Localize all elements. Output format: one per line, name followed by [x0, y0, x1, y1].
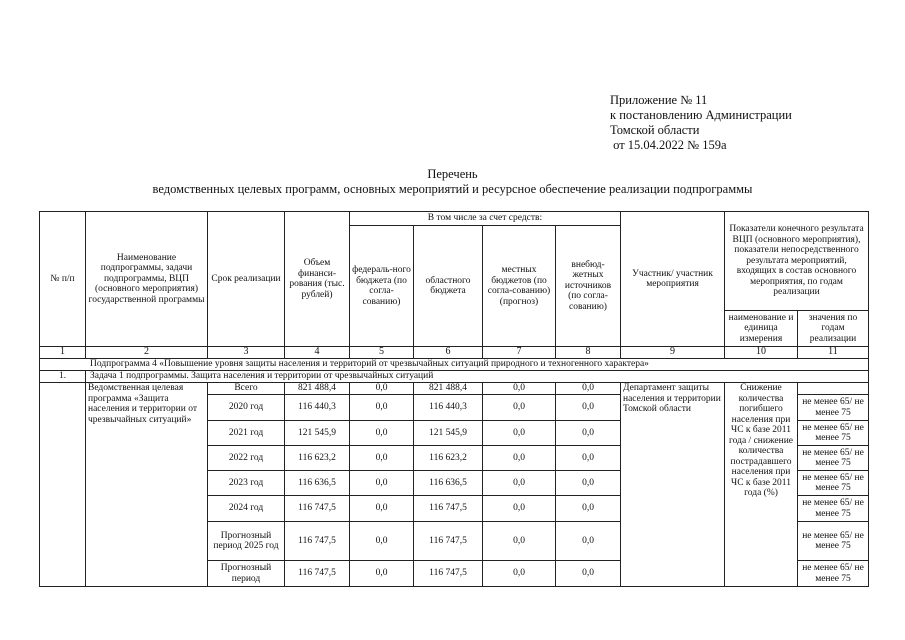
row-regional: 116 636,5: [414, 471, 483, 496]
subprogram-row: Подпрограмма 4 «Повышение уровня защиты населения и территорий от чрезвычайных ситуаций природного и техногенного характера»: [40, 359, 869, 371]
col-number: 8: [556, 347, 621, 359]
row-federal: 0,0: [350, 421, 414, 446]
row-value: не менее 65/ не менее 75: [798, 395, 869, 421]
row-extra: 0,0: [556, 395, 621, 421]
row-extra: 0,0: [556, 383, 621, 395]
indicator-name: Снижение количества погибшего населения при ЧС к базе 2011 года / снижение количества пострадавшего населения при ЧС к базе 2011 года (%): [725, 383, 798, 587]
row-federal: 0,0: [350, 496, 414, 522]
row-local: 0,0: [483, 522, 556, 561]
row-value: [798, 383, 869, 395]
row-local: 0,0: [483, 395, 556, 421]
col-number: 4: [285, 347, 350, 359]
row-volume: 116 636,5: [285, 471, 350, 496]
col-number: 6: [414, 347, 483, 359]
row-regional: 116 440,3: [414, 395, 483, 421]
document-title: Перечень: [427, 167, 478, 181]
row-local: 0,0: [483, 383, 556, 395]
header-line-3: Томской области: [610, 123, 700, 137]
approval-header: [610, 93, 792, 153]
row-extra: 0,0: [556, 522, 621, 561]
header-indicators: Показатели конечного результата ВЦП (основного мероприятия), показатели непосредственного результата мероприятий, входящих в состав основного мероприятия, по годам реализации: [725, 212, 869, 311]
row-local: 0,0: [483, 471, 556, 496]
col-number: 11: [798, 347, 869, 359]
row-local: 0,0: [483, 446, 556, 471]
participant: Департамент защиты населения и территории Томской области: [621, 383, 725, 587]
col-number: 10: [725, 347, 798, 359]
row-regional: 116 623,2: [414, 446, 483, 471]
col-number: 2: [86, 347, 208, 359]
header-line-4: от 15.04.2022 № 159а: [610, 138, 727, 152]
row-volume: 821 488,4: [285, 383, 350, 395]
header-regional: областного бюджета: [414, 226, 483, 347]
row-volume: 116 440,3: [285, 395, 350, 421]
row-volume: 121 545,9: [285, 421, 350, 446]
col-number: 9: [621, 347, 725, 359]
row-federal: 0,0: [350, 471, 414, 496]
row-federal: 0,0: [350, 561, 414, 587]
task-row: Задача 1 подпрограммы. Защита населения и территории от чрезвычайных ситуаций: [86, 371, 869, 383]
row-term: Всего: [208, 383, 285, 395]
task-number: 1.: [40, 371, 86, 383]
header-local: местных бюджетов (по согла-сованию) (прогноз): [483, 226, 556, 347]
row-local: 0,0: [483, 421, 556, 446]
row-federal: 0,0: [350, 446, 414, 471]
row-value: не менее 65/ не менее 75: [798, 471, 869, 496]
header-ind-name: наименование и единица измерения: [725, 311, 798, 347]
row-volume: 116 747,5: [285, 561, 350, 587]
row-term: Прогнозный период 2025 год: [208, 522, 285, 561]
header-volume: Объем финанси-рования (тыс. рублей): [285, 212, 350, 347]
col-number: 7: [483, 347, 556, 359]
row-regional: 116 747,5: [414, 561, 483, 587]
row-volume: 116 623,2: [285, 446, 350, 471]
document-subtitle: ведомственных целевых программ, основных мероприятий и ресурсное обеспечение реализации подпрограммы: [152, 182, 753, 196]
header-participant: Участник/ участник мероприятия: [621, 212, 725, 347]
row-local: 0,0: [483, 496, 556, 522]
row-extra: 0,0: [556, 446, 621, 471]
row-extra: 0,0: [556, 471, 621, 496]
header-extra: внебюд-жетных источников (по согла-сованию): [556, 226, 621, 347]
header-num: № п/п: [40, 212, 86, 347]
header-name: Наименование подпрограммы, задачи подпрограммы, ВЦП (основного мероприятия) государственной программы: [86, 212, 208, 347]
row-local: 0,0: [483, 561, 556, 587]
row-federal: 0,0: [350, 395, 414, 421]
row-value: не менее 65/ не менее 75: [798, 561, 869, 587]
col-number: 5: [350, 347, 414, 359]
row-term: 2022 год: [208, 446, 285, 471]
row-extra: 0,0: [556, 561, 621, 587]
row-regional: 821 488,4: [414, 383, 483, 395]
row-term: 2023 год: [208, 471, 285, 496]
col-number: 3: [208, 347, 285, 359]
header-federal: федераль-ного бюджета (по согла-сованию): [350, 226, 414, 347]
row-volume: 116 747,5: [285, 522, 350, 561]
row-extra: 0,0: [556, 421, 621, 446]
row-regional: 116 747,5: [414, 522, 483, 561]
header-ind-values: значения по годам реализации: [798, 311, 869, 347]
row-value: не менее 65/ не менее 75: [798, 446, 869, 471]
row-value: не менее 65/ не менее 75: [798, 496, 869, 522]
row-value: не менее 65/ не менее 75: [798, 522, 869, 561]
header-including: В том числе за счет средств:: [350, 212, 621, 226]
row-term: 2020 год: [208, 395, 285, 421]
row-extra: 0,0: [556, 496, 621, 522]
table-row: [40, 383, 869, 395]
header-line-2: к постановлению Администрации: [610, 108, 792, 122]
program-name: Ведомственная целевая программа «Защита населения и территории от чрезвычайных ситуаций»: [86, 383, 208, 587]
program-table: [39, 211, 869, 587]
header-line-1: Приложение № 11: [610, 93, 708, 107]
col-number: 1: [40, 347, 86, 359]
row-regional: 121 545,9: [414, 421, 483, 446]
row-federal: 0,0: [350, 522, 414, 561]
row-term: 2021 год: [208, 421, 285, 446]
row-term: 2024 год: [208, 496, 285, 522]
row-volume: 116 747,5: [285, 496, 350, 522]
row-value: не менее 65/ не менее 75: [798, 421, 869, 446]
row-regional: 116 747,5: [414, 496, 483, 522]
row-term: Прогнозный период: [208, 561, 285, 587]
header-term: Срок реализации: [208, 212, 285, 347]
row-federal: 0,0: [350, 383, 414, 395]
